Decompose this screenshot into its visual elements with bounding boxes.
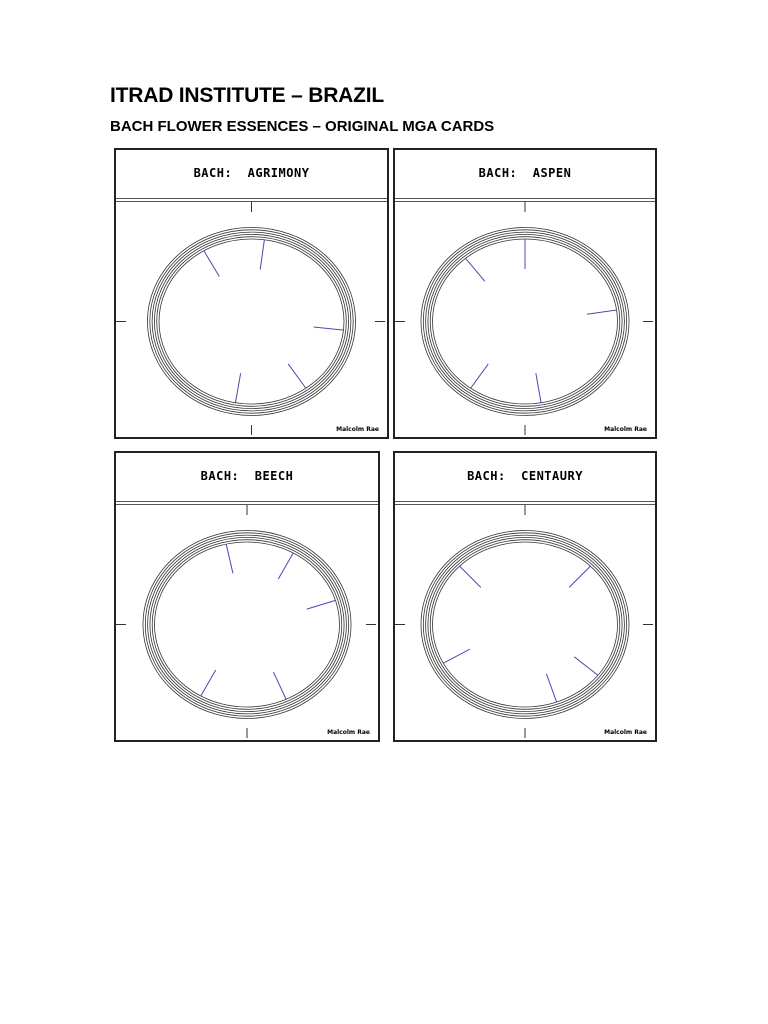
- rate-circle-diagram: [116, 150, 387, 437]
- rate-ray: [314, 327, 344, 330]
- ring: [159, 239, 344, 404]
- card-agrimony: [114, 148, 389, 439]
- rate-ray: [587, 310, 617, 314]
- rate-ray: [574, 657, 598, 675]
- ring: [148, 535, 347, 714]
- ring: [145, 533, 348, 716]
- ring: [152, 232, 351, 411]
- card-aspen: [393, 148, 657, 439]
- card-author: Malcolm Rae: [336, 426, 379, 433]
- rate-ray: [460, 566, 481, 587]
- rate-circle-diagram: [116, 453, 378, 740]
- rate-circle-diagram: [395, 150, 655, 437]
- ring: [154, 234, 348, 408]
- ring: [430, 540, 620, 710]
- ring: [157, 237, 347, 407]
- ring: [148, 228, 356, 416]
- rate-circle-diagram: [395, 453, 655, 740]
- ring: [423, 533, 626, 716]
- rate-ray: [546, 674, 556, 702]
- card-title: BACH: ASPEN: [478, 166, 572, 180]
- rate-ray: [278, 553, 293, 579]
- ring: [421, 531, 629, 719]
- rate-ray: [471, 364, 489, 388]
- rate-ray: [226, 544, 233, 573]
- rate-ray: [260, 240, 264, 270]
- ring: [428, 537, 622, 711]
- ring: [152, 540, 342, 710]
- rate-ray: [288, 364, 306, 388]
- rate-ray: [201, 670, 216, 696]
- rate-ray: [273, 672, 286, 699]
- ring: [143, 531, 351, 719]
- card-title: BACH: BEECH: [200, 469, 294, 483]
- rate-ray: [466, 258, 485, 281]
- card-beech: [114, 451, 380, 742]
- card-title: BACH: CENTAURY: [467, 469, 583, 483]
- rate-ray: [536, 373, 541, 403]
- rate-ray: [204, 251, 219, 277]
- document-title: ITRAD INSTITUTE – BRAZIL: [110, 84, 385, 107]
- card-centaury: [393, 451, 657, 742]
- rate-ray: [443, 649, 469, 663]
- ring: [150, 230, 353, 413]
- card-author: Malcolm Rae: [604, 729, 647, 736]
- card-author: Malcolm Rae: [604, 426, 647, 433]
- card-title: BACH: AGRIMONY: [193, 166, 310, 180]
- rate-ray: [235, 373, 240, 403]
- rate-ray: [569, 566, 590, 587]
- ring: [150, 537, 344, 711]
- document-subtitle: BACH FLOWER ESSENCES – ORIGINAL MGA CARDS: [110, 118, 495, 135]
- card-author: Malcolm Rae: [327, 729, 370, 736]
- rate-ray: [307, 600, 336, 609]
- ring: [426, 535, 625, 714]
- ring: [155, 542, 340, 707]
